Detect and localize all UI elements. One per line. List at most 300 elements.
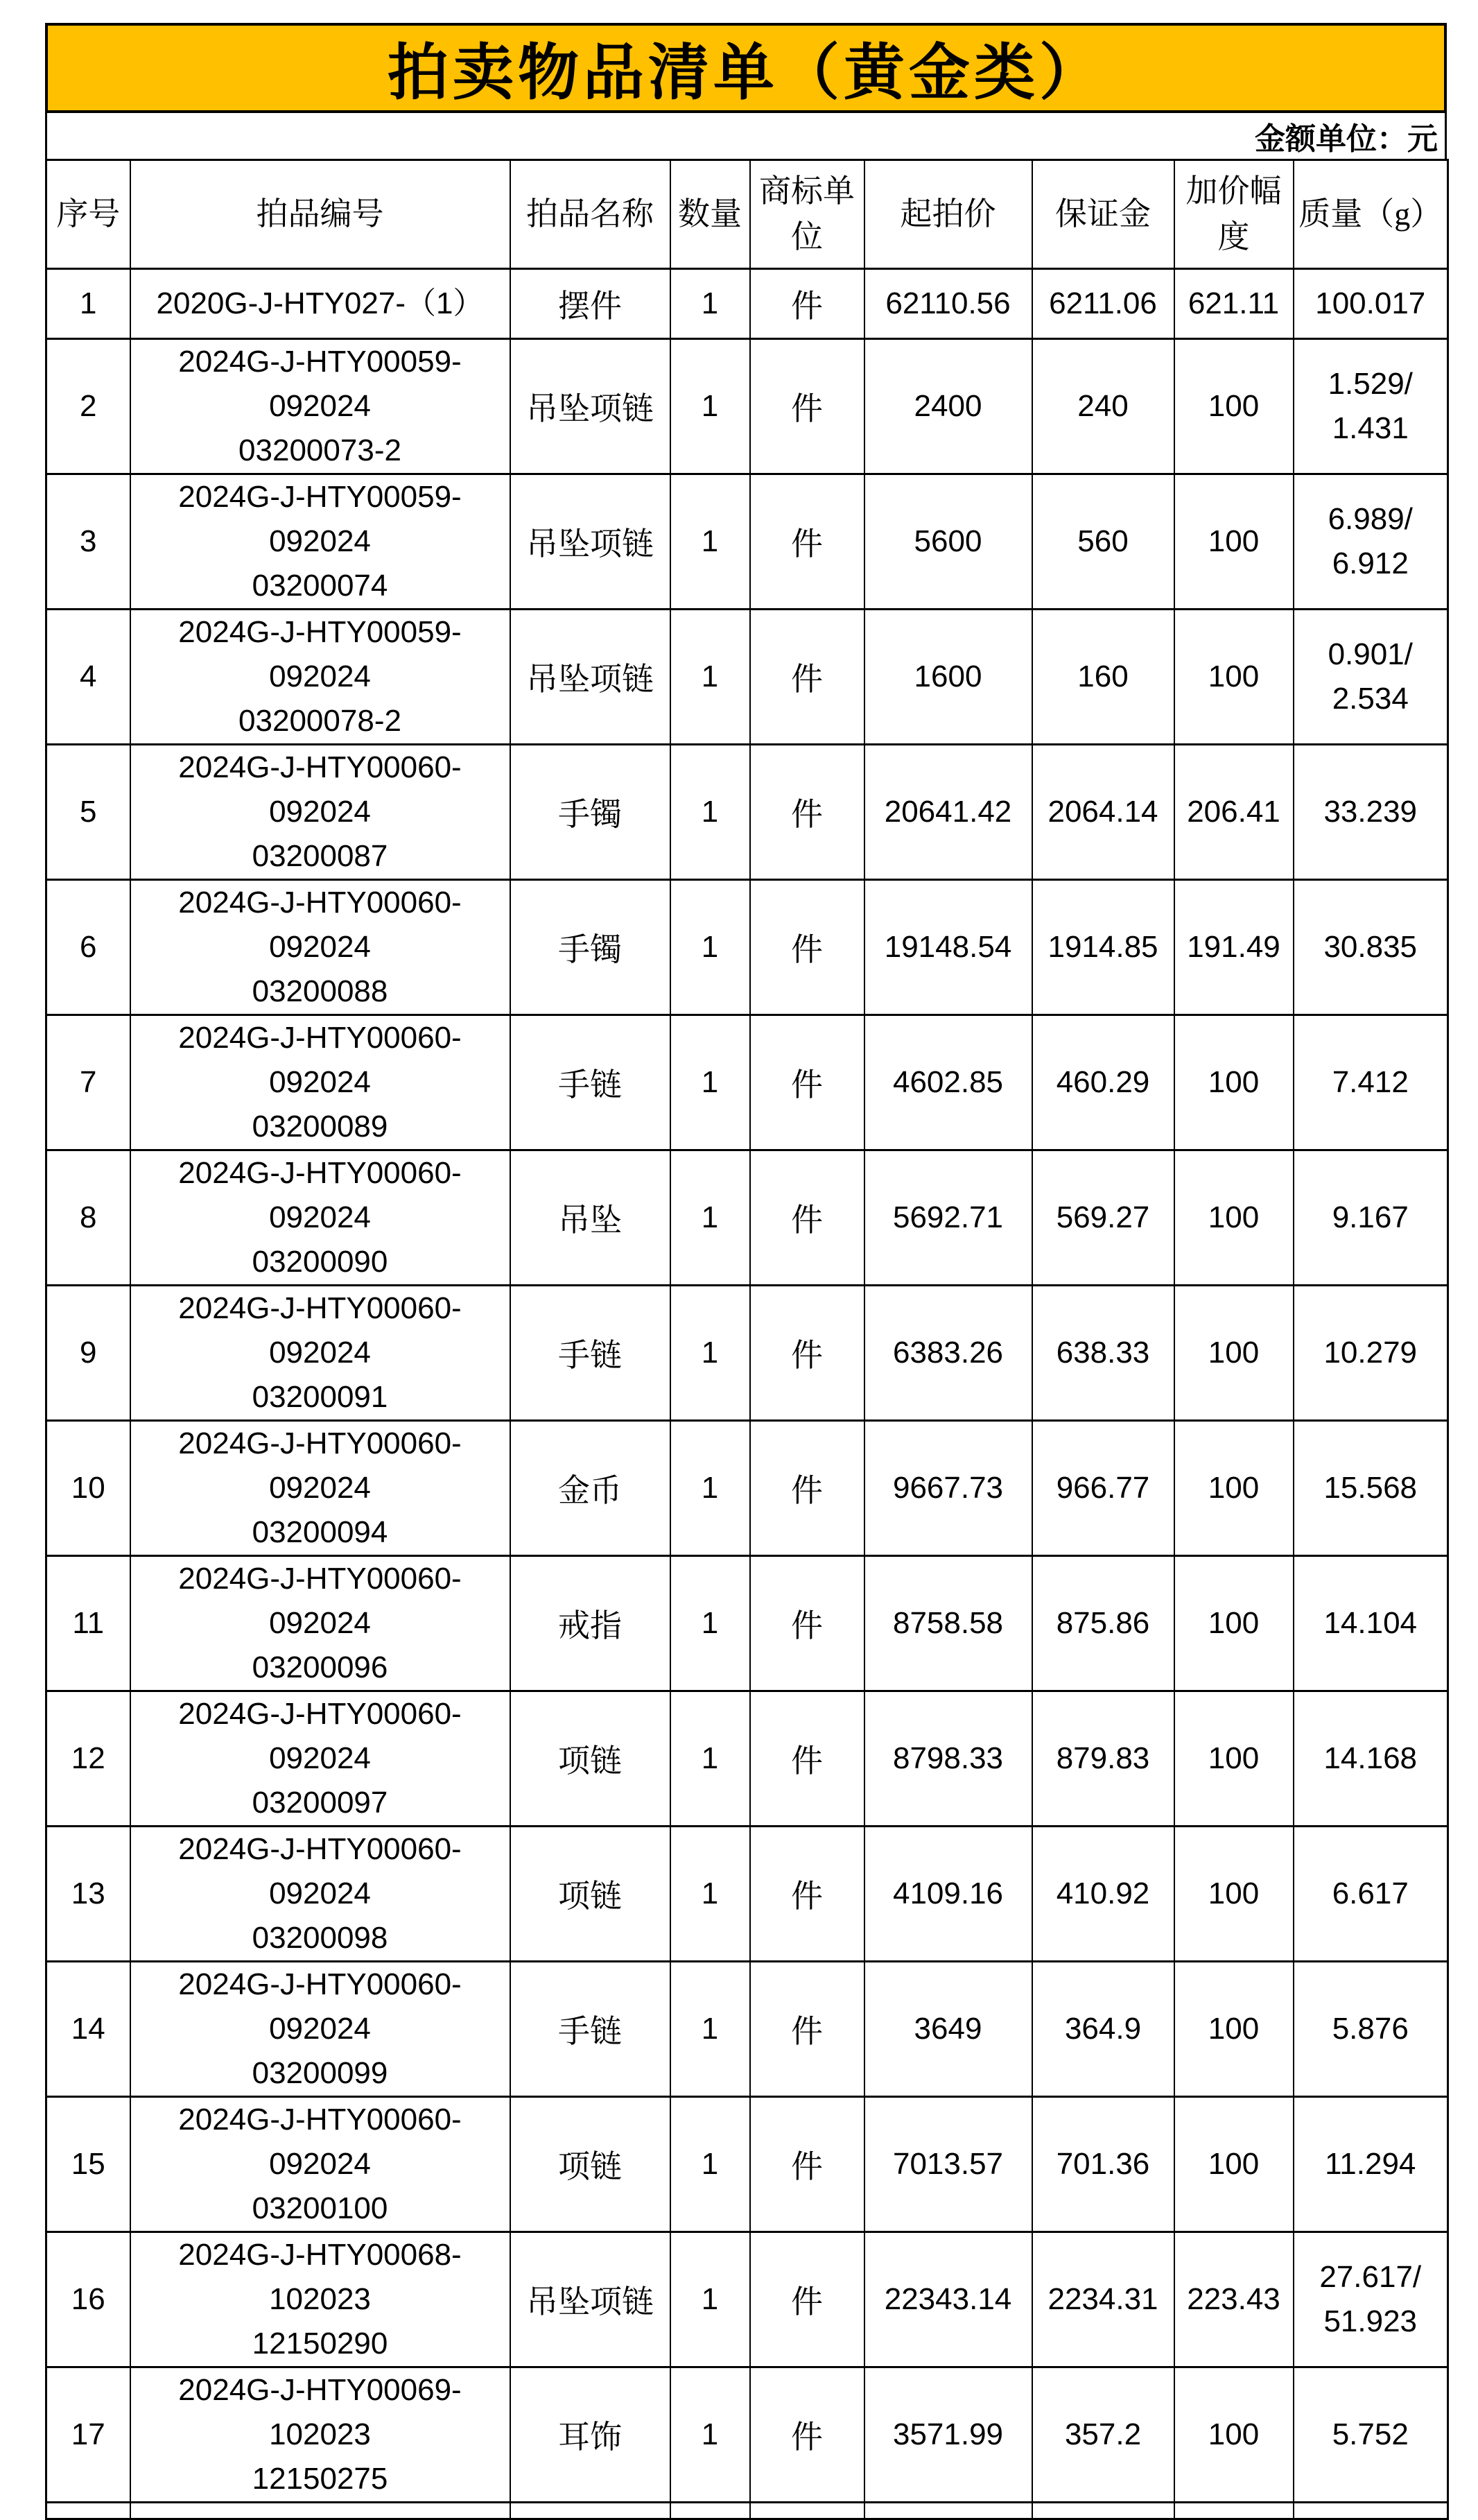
cell-line: 569.27 xyxy=(1056,1200,1150,1234)
cell-item-name xyxy=(510,880,670,1015)
cell-item-name xyxy=(510,2232,670,2367)
cell-line: 1 xyxy=(701,1741,719,1775)
cell-lot-id xyxy=(130,745,510,880)
cell-starting-price xyxy=(864,1015,1032,1150)
cell-unit xyxy=(750,1421,864,1556)
cell-increment xyxy=(1174,1556,1294,1691)
cell-weight xyxy=(1294,610,1448,745)
cell-unit xyxy=(750,880,864,1015)
cell-item-name xyxy=(510,2097,670,2232)
cell-line: 160 xyxy=(1077,659,1129,693)
cell-unit xyxy=(750,1286,864,1421)
table-row xyxy=(46,880,1448,1015)
cell-line: 1.431 xyxy=(1332,411,1409,445)
cell-line: 3 xyxy=(80,524,97,558)
cell-line: 6.989/ xyxy=(1328,502,1413,536)
cell-line: 9667.73 xyxy=(892,1471,1004,1505)
cell-unit xyxy=(750,1691,864,1827)
cell-line: 03200088 xyxy=(252,974,388,1008)
cell-quantity xyxy=(670,2232,750,2367)
cell-line: 1 xyxy=(701,286,719,320)
cell-quantity xyxy=(670,1015,750,1150)
table-row xyxy=(46,1827,1448,1962)
cell-line: 6.617 xyxy=(1332,1876,1409,1910)
cell-index xyxy=(46,269,130,339)
cell-starting-price xyxy=(864,1150,1032,1286)
cell-index xyxy=(46,745,130,880)
unit-note: 金额单位：元 xyxy=(45,113,1447,159)
cell-line: 3571.99 xyxy=(892,2417,1004,2451)
cell-deposit xyxy=(1032,474,1174,610)
cell-line: 手链 xyxy=(558,1338,622,1373)
header-cell-lot_id xyxy=(130,160,510,269)
cell-line: 1 xyxy=(701,2417,719,2451)
cell-line: 7 xyxy=(80,1065,97,1099)
cell-line: 03200099 xyxy=(252,2056,388,2090)
cell-line: 2024G-J-HTY00059-092024 xyxy=(178,345,462,423)
cell-line: 11.294 xyxy=(1325,2147,1416,2181)
table-row xyxy=(46,1691,1448,1827)
cell-quantity xyxy=(670,1962,750,2097)
cell-unit xyxy=(750,2097,864,2232)
cell-line: 460.29 xyxy=(1056,1065,1150,1099)
cell-weight xyxy=(1294,1421,1448,1556)
cell-line: 3649 xyxy=(914,2012,982,2046)
cell-quantity xyxy=(670,474,750,610)
cell-quantity xyxy=(670,1691,750,1827)
cell-weight xyxy=(1294,745,1448,880)
cell-line: 件 xyxy=(791,797,823,832)
cell-weight xyxy=(1294,1150,1448,1286)
cell-line: 件 xyxy=(791,2014,823,2049)
cell-unit xyxy=(750,1827,864,1962)
cell-deposit xyxy=(1032,2367,1174,2503)
cell-line: 16 xyxy=(71,2282,105,2316)
header-row xyxy=(46,160,1448,269)
cell-index xyxy=(46,1827,130,1962)
cell-line: 项链 xyxy=(558,1743,622,1779)
cell-line: 9.167 xyxy=(1332,1200,1409,1234)
table-row xyxy=(46,1962,1448,2097)
table-row xyxy=(46,1556,1448,1691)
cell-item-name xyxy=(510,610,670,745)
cell-lot-id xyxy=(130,2232,510,2367)
cell-line: 12150290 xyxy=(252,2327,388,2361)
cell-deposit xyxy=(1032,1827,1174,1962)
partial-cell xyxy=(1032,2503,1174,2519)
cell-line: 件 xyxy=(791,662,823,697)
cell-line: 1 xyxy=(701,1606,719,1640)
cell-weight xyxy=(1294,1827,1448,1962)
cell-increment xyxy=(1174,2367,1294,2503)
cell-starting-price xyxy=(864,1286,1032,1421)
cell-increment xyxy=(1174,1286,1294,1421)
partial-cell xyxy=(1174,2503,1294,2519)
cell-line: 4602.85 xyxy=(892,1065,1004,1099)
cell-line: 364.9 xyxy=(1064,2012,1142,2046)
cell-line: 13 xyxy=(71,1876,105,1910)
cell-quantity xyxy=(670,2097,750,2232)
cell-line: 14.104 xyxy=(1323,1606,1418,1640)
cell-unit xyxy=(750,1150,864,1286)
partial-cell xyxy=(750,2503,864,2519)
table-row xyxy=(46,474,1448,610)
cell-line: 2024G-J-HTY00059-092024 xyxy=(178,480,462,558)
cell-line: 1.529/ xyxy=(1328,367,1413,401)
cell-quantity xyxy=(670,1421,750,1556)
page-title: 拍卖物品清单（黄金类） xyxy=(45,23,1447,113)
partial-cell xyxy=(1294,2503,1448,2519)
cell-line: 240 xyxy=(1077,389,1129,423)
cell-line: 100 xyxy=(1208,1336,1260,1370)
cell-item-name xyxy=(510,1962,670,2097)
cell-lot-id xyxy=(130,2097,510,2232)
cell-lot-id xyxy=(130,339,510,474)
cell-weight xyxy=(1294,1962,1448,2097)
cell-line: 1 xyxy=(80,286,97,320)
cell-line: 100 xyxy=(1208,524,1260,558)
cell-line: 17 xyxy=(71,2417,105,2451)
cell-line: 件 xyxy=(791,2149,823,2184)
cell-starting-price xyxy=(864,269,1032,339)
cell-line: 100 xyxy=(1208,1471,1260,1505)
cell-line: 19148.54 xyxy=(884,930,1012,964)
cell-line: 1 xyxy=(701,1200,719,1234)
cell-line: 1 xyxy=(701,795,719,829)
cell-quantity xyxy=(670,1556,750,1691)
cell-line: 件 xyxy=(791,2419,823,2455)
cell-line: 2024G-J-HTY00060-092024 xyxy=(178,1156,462,1234)
header-line: 量 xyxy=(710,196,742,232)
cell-line: 10.279 xyxy=(1323,1336,1418,1370)
cell-item-name xyxy=(510,1556,670,1691)
cell-line: 15 xyxy=(71,2147,105,2181)
header-cell-deposit xyxy=(1032,160,1174,269)
cell-line: 03200078-2 xyxy=(238,704,401,738)
cell-starting-price xyxy=(864,1962,1032,2097)
cell-line: 51.923 xyxy=(1323,2304,1418,2338)
cell-unit xyxy=(750,745,864,880)
cell-item-name xyxy=(510,1827,670,1962)
cell-quantity xyxy=(670,1150,750,1286)
cell-increment xyxy=(1174,745,1294,880)
cell-deposit xyxy=(1032,1421,1174,1556)
cell-starting-price xyxy=(864,745,1032,880)
cell-unit xyxy=(750,339,864,474)
cell-increment xyxy=(1174,269,1294,339)
cell-line: 2024G-J-HTY00060-092024 xyxy=(178,750,462,829)
header-cell-quantity xyxy=(670,160,750,269)
cell-line: 件 xyxy=(791,1473,823,1508)
cell-line: 件 xyxy=(791,1338,823,1373)
cell-line: 手镯 xyxy=(558,932,622,967)
cell-line: 件 xyxy=(791,932,823,967)
cell-line: 03200098 xyxy=(252,1921,388,1955)
cell-line: 100 xyxy=(1208,2147,1260,2181)
cell-line: 耳饰 xyxy=(558,2419,622,2455)
cell-line: 03200094 xyxy=(252,1515,388,1549)
cell-line: 100 xyxy=(1208,389,1260,423)
cell-line: 件 xyxy=(791,1608,823,1643)
cell-unit xyxy=(750,1556,864,1691)
cell-line: 10 xyxy=(71,1471,105,1505)
cell-line: 5 xyxy=(80,795,97,829)
cell-line: 2024G-J-HTY00060-092024 xyxy=(178,1426,462,1505)
header-line: （g） xyxy=(1362,196,1443,232)
cell-deposit xyxy=(1032,1691,1174,1827)
cell-increment xyxy=(1174,1691,1294,1827)
cell-quantity xyxy=(670,2367,750,2503)
cell-line: 2024G-J-HTY00060-092024 xyxy=(178,1291,462,1370)
cell-line: 吊坠项链 xyxy=(526,526,654,562)
cell-item-name xyxy=(510,1015,670,1150)
cell-lot-id xyxy=(130,1015,510,1150)
table-row xyxy=(46,269,1448,339)
partial-cell xyxy=(130,2503,510,2519)
cell-line: 摆件 xyxy=(558,288,622,324)
cell-line: 2234.31 xyxy=(1047,2282,1158,2316)
cell-index xyxy=(46,1286,130,1421)
header-line: 幅度 xyxy=(1217,173,1282,254)
cell-line: 100.017 xyxy=(1315,286,1426,320)
partial-row xyxy=(46,2503,1448,2519)
header-cell-index xyxy=(46,160,130,269)
cell-unit xyxy=(750,474,864,610)
cell-line: 吊坠项链 xyxy=(526,662,654,697)
cell-line: 件 xyxy=(791,1067,823,1103)
cell-quantity xyxy=(670,610,750,745)
header-line: 起拍价 xyxy=(900,196,996,232)
cell-deposit xyxy=(1032,339,1174,474)
cell-line: 206.41 xyxy=(1187,795,1280,829)
cell-line: 1 xyxy=(701,930,719,964)
header-line: 拍品 xyxy=(526,196,590,232)
cell-quantity xyxy=(670,339,750,474)
table-row xyxy=(46,1015,1448,1150)
header-line: 单位 xyxy=(791,173,855,254)
cell-starting-price xyxy=(864,1827,1032,1962)
cell-lot-id xyxy=(130,880,510,1015)
cell-line: 8798.33 xyxy=(892,1741,1004,1775)
cell-line: 621.11 xyxy=(1188,286,1280,320)
cell-line: 5600 xyxy=(914,524,982,558)
cell-starting-price xyxy=(864,1691,1032,1827)
cell-line: 6 xyxy=(80,930,97,964)
cell-starting-price xyxy=(864,474,1032,610)
table-header xyxy=(46,160,1448,269)
cell-index xyxy=(46,880,130,1015)
table-row xyxy=(46,2367,1448,2503)
cell-line: 2 xyxy=(80,389,97,423)
cell-starting-price xyxy=(864,2097,1032,2232)
cell-line: 100 xyxy=(1208,1741,1260,1775)
cell-item-name xyxy=(510,1421,670,1556)
cell-lot-id xyxy=(130,1962,510,2097)
cell-increment xyxy=(1174,610,1294,745)
cell-index xyxy=(46,339,130,474)
cell-line: 14.168 xyxy=(1323,1741,1418,1775)
cell-increment xyxy=(1174,1421,1294,1556)
table-row xyxy=(46,2232,1448,2367)
cell-line: 5.752 xyxy=(1332,2417,1409,2451)
cell-line: 638.33 xyxy=(1056,1336,1150,1370)
cell-line: 2024G-J-HTY00059-092024 xyxy=(178,615,462,693)
cell-deposit xyxy=(1032,2232,1174,2367)
cell-line: 戒指 xyxy=(558,1608,622,1643)
cell-line: 03200089 xyxy=(252,1110,388,1144)
cell-unit xyxy=(750,1962,864,2097)
cell-lot-id xyxy=(130,2367,510,2503)
header-line: 商标 xyxy=(759,173,823,209)
cell-increment xyxy=(1174,880,1294,1015)
cell-line: 件 xyxy=(791,2284,823,2320)
cell-unit xyxy=(750,610,864,745)
cell-index xyxy=(46,2232,130,2367)
cell-unit xyxy=(750,2232,864,2367)
cell-lot-id xyxy=(130,1827,510,1962)
header-cell-item_name xyxy=(510,160,670,269)
cell-line: 1 xyxy=(701,659,719,693)
cell-index xyxy=(46,1421,130,1556)
table-row xyxy=(46,745,1448,880)
header-line: 拍品编号 xyxy=(256,196,384,232)
cell-line: 100 xyxy=(1208,2417,1260,2451)
partial-cell xyxy=(670,2503,750,2519)
cell-starting-price xyxy=(864,880,1032,1015)
cell-item-name xyxy=(510,745,670,880)
cell-line: 100 xyxy=(1208,659,1260,693)
cell-starting-price xyxy=(864,610,1032,745)
cell-line: 5.876 xyxy=(1332,2012,1409,2046)
cell-increment xyxy=(1174,2232,1294,2367)
cell-weight xyxy=(1294,1691,1448,1827)
cell-deposit xyxy=(1032,1962,1174,2097)
cell-line: 吊坠 xyxy=(558,1202,622,1238)
cell-deposit xyxy=(1032,1015,1174,1150)
cell-line: 1 xyxy=(701,2282,719,2316)
cell-line: 100 xyxy=(1208,1606,1260,1640)
cell-line: 03200073-2 xyxy=(238,433,401,467)
table-row xyxy=(46,2097,1448,2232)
cell-line: 2024G-J-HTY00069-102023 xyxy=(178,2373,462,2451)
cell-line: 手链 xyxy=(558,2014,622,2049)
cell-line: 966.77 xyxy=(1056,1471,1150,1505)
cell-lot-id xyxy=(130,1150,510,1286)
cell-deposit xyxy=(1032,745,1174,880)
partial-cell xyxy=(864,2503,1032,2519)
cell-line: 12 xyxy=(71,1741,105,1775)
header-cell-starting_price xyxy=(864,160,1032,269)
cell-line: 100 xyxy=(1208,1200,1260,1234)
cell-line: 6211.06 xyxy=(1049,286,1157,320)
cell-line: 03200090 xyxy=(252,1245,388,1279)
cell-line: 2024G-J-HTY00060-092024 xyxy=(178,1021,462,1099)
cell-line: 吊坠项链 xyxy=(526,391,654,426)
cell-line: 12150275 xyxy=(252,2462,388,2496)
header-line: 保证金 xyxy=(1055,196,1151,232)
cell-line: 2024G-J-HTY00060-092024 xyxy=(178,886,462,964)
cell-item-name xyxy=(510,474,670,610)
header-cell-unit xyxy=(750,160,864,269)
header-line: 号 xyxy=(88,196,121,232)
cell-line: 1600 xyxy=(914,659,982,693)
cell-line: 15.568 xyxy=(1323,1471,1418,1505)
cell-line: 金币 xyxy=(558,1473,622,1508)
cell-index xyxy=(46,1962,130,2097)
table-row xyxy=(46,1286,1448,1421)
cell-deposit xyxy=(1032,269,1174,339)
cell-deposit xyxy=(1032,2097,1174,2232)
cell-line: 03200096 xyxy=(252,1650,388,1684)
cell-line: 22343.14 xyxy=(884,2282,1012,2316)
cell-line: 1 xyxy=(701,2012,719,2046)
cell-line: 62110.56 xyxy=(885,286,1011,320)
cell-unit xyxy=(750,269,864,339)
cell-line: 1 xyxy=(701,1876,719,1910)
cell-line: 8 xyxy=(80,1200,97,1234)
cell-line: 2064.14 xyxy=(1047,795,1158,829)
cell-lot-id xyxy=(130,610,510,745)
cell-line: 手链 xyxy=(558,1067,622,1103)
cell-line: 6383.26 xyxy=(892,1336,1004,1370)
cell-line: 件 xyxy=(791,391,823,426)
cell-weight xyxy=(1294,269,1448,339)
cell-line: 1914.85 xyxy=(1047,930,1158,964)
cell-line: 4 xyxy=(80,659,97,693)
header-line: 名称 xyxy=(590,196,654,232)
cell-item-name xyxy=(510,1691,670,1827)
cell-index xyxy=(46,1556,130,1691)
cell-line: 191.49 xyxy=(1187,930,1280,964)
cell-line: 2024G-J-HTY00068-102023 xyxy=(178,2238,462,2316)
cell-deposit xyxy=(1032,1286,1174,1421)
cell-line: 1 xyxy=(701,1336,719,1370)
cell-line: 100 xyxy=(1208,1876,1260,1910)
cell-line: 03200100 xyxy=(252,2191,388,2225)
cell-weight xyxy=(1294,2097,1448,2232)
cell-starting-price xyxy=(864,2232,1032,2367)
cell-line: 03200087 xyxy=(252,839,388,873)
cell-increment xyxy=(1174,1150,1294,1286)
header-line: 加价 xyxy=(1185,173,1250,209)
cell-line: 100 xyxy=(1208,1065,1260,1099)
cell-line: 2024G-J-HTY00060-092024 xyxy=(178,1832,462,1910)
cell-increment xyxy=(1174,1962,1294,2097)
cell-line: 件 xyxy=(791,1879,823,1914)
header-cell-increment xyxy=(1174,160,1294,269)
cell-line: 1 xyxy=(701,1471,719,1505)
cell-line: 33.239 xyxy=(1323,795,1418,829)
cell-weight xyxy=(1294,1015,1448,1150)
table-row xyxy=(46,1421,1448,1556)
cell-line: 1 xyxy=(701,389,719,423)
cell-unit xyxy=(750,1015,864,1150)
cell-increment xyxy=(1174,1827,1294,1962)
partial-cell xyxy=(46,2503,130,2519)
cell-increment xyxy=(1174,474,1294,610)
cell-line: 吊坠项链 xyxy=(526,2284,654,2320)
cell-item-name xyxy=(510,1286,670,1421)
cell-quantity xyxy=(670,269,750,339)
cell-line: 件 xyxy=(791,1743,823,1779)
cell-deposit xyxy=(1032,1556,1174,1691)
cell-increment xyxy=(1174,2097,1294,2232)
cell-line: 2024G-J-HTY00060-092024 xyxy=(178,2103,462,2181)
cell-line: 件 xyxy=(791,1202,823,1238)
cell-line: 357.2 xyxy=(1064,2417,1142,2451)
header-line: 序 xyxy=(56,196,89,232)
cell-line: 2024G-J-HTY00060-092024 xyxy=(178,1967,462,2046)
